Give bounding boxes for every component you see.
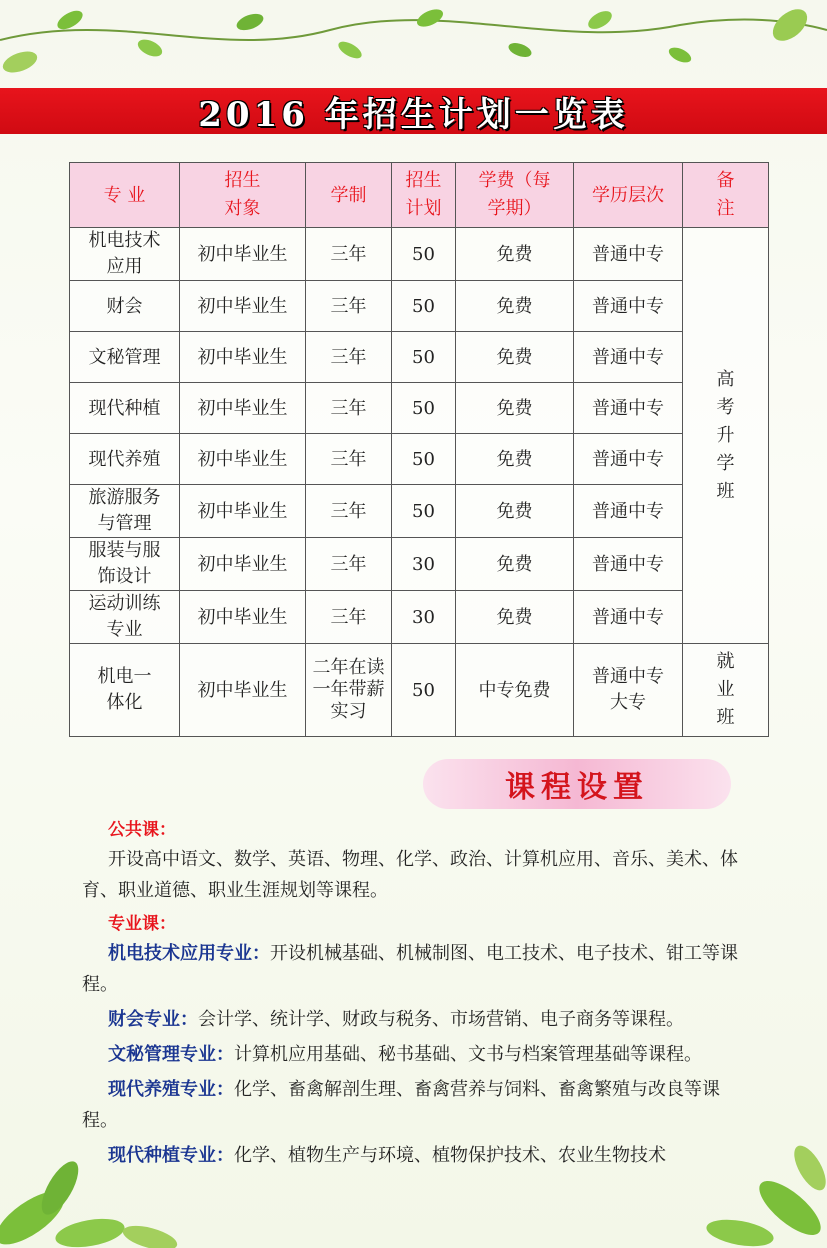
header-duration: 学制 (306, 163, 392, 228)
cell-level: 普通中专 (574, 591, 683, 644)
cell-fee: 免费 (456, 538, 574, 591)
cell-duration: 三年 (306, 434, 392, 485)
public-course-text: 开设高中语文、数学、英语、物理、化学、政治、计算机应用、音乐、美术、体育、职业道德、职业生涯规划等课程。 (82, 849, 738, 901)
cell-plan: 30 (392, 591, 456, 644)
cell-fee: 免费 (456, 228, 574, 281)
course-heading-text: 课程设置 (505, 770, 649, 805)
course-section-heading (423, 759, 731, 809)
course-item-text: 化学、畜禽解剖生理、畜禽营养与饲料、畜禽繁殖与改良等课程。 (82, 1079, 720, 1131)
cell-plan: 50 (392, 434, 456, 485)
cell-plan: 50 (392, 228, 456, 281)
course-item-text: 开设机械基础、机械制图、电工技术、电子技术、钳工等课程。 (82, 943, 738, 995)
cell-target: 初中毕业生 (180, 538, 306, 591)
cell-level: 普通中专 (574, 485, 683, 538)
course-item-label: 现代养殖专业： (108, 1079, 234, 1100)
cell-duration: 三年 (306, 383, 392, 434)
professional-course-label: 专业课： (108, 914, 176, 934)
cell-plan: 50 (392, 332, 456, 383)
header-fee: 学费（每学期） (456, 163, 574, 228)
table-row (70, 485, 769, 538)
course-item-label: 文秘管理专业： (108, 1044, 234, 1065)
cell-level: 普通中专大专 (574, 644, 683, 737)
cell-plan: 50 (392, 485, 456, 538)
cell-fee: 免费 (456, 332, 574, 383)
cell-level: 普通中专 (574, 281, 683, 332)
cell-target: 初中毕业生 (180, 383, 306, 434)
cell-remark-group2: 就业班 (683, 644, 769, 737)
header-remark: 备注 (683, 163, 769, 228)
course-item (82, 938, 752, 1000)
vine-decoration (0, 0, 827, 90)
table-row (70, 383, 769, 434)
cell-major: 机电技术应用 (70, 228, 180, 281)
header-plan: 招生计划 (392, 163, 456, 228)
course-item-label: 机电技术应用专业： (108, 943, 270, 964)
course-item-text: 化学、植物生产与环境、植物保护技术、农业生物技术 (234, 1145, 666, 1166)
cell-fee: 免费 (456, 485, 574, 538)
table-row (70, 434, 769, 485)
cell-major: 现代种植 (70, 383, 180, 434)
cell-level: 普通中专 (574, 538, 683, 591)
cell-fee: 免费 (456, 383, 574, 434)
header-level: 学历层次 (574, 163, 683, 228)
cell-duration: 二年在读一年带薪实习 (306, 644, 392, 737)
cell-target: 初中毕业生 (180, 332, 306, 383)
cell-major: 运动训练专业 (70, 591, 180, 644)
cell-major: 现代养殖 (70, 434, 180, 485)
cell-level: 普通中专 (574, 228, 683, 281)
table-row (70, 538, 769, 591)
table-row (70, 281, 769, 332)
cell-major: 机电一体化 (70, 644, 180, 737)
cell-duration: 三年 (306, 591, 392, 644)
course-item-text: 会计学、统计学、财政与税务、市场营销、电子商务等课程。 (198, 1009, 684, 1030)
cell-remark-group1: 高考升学班 (683, 228, 769, 644)
leaves-decoration (0, 1138, 827, 1248)
cell-fee: 免费 (456, 434, 574, 485)
table-row (70, 332, 769, 383)
cell-target: 初中毕业生 (180, 281, 306, 332)
public-course-label: 公共课： (108, 820, 176, 840)
cell-target: 初中毕业生 (180, 591, 306, 644)
table-row (70, 228, 769, 281)
title-bar (0, 88, 827, 134)
cell-fee: 免费 (456, 591, 574, 644)
cell-major: 财会 (70, 281, 180, 332)
course-item (82, 1004, 752, 1035)
cell-target: 初中毕业生 (180, 228, 306, 281)
cell-fee: 中专免费 (456, 644, 574, 737)
header-target: 招生对象 (180, 163, 306, 228)
course-item-text: 计算机应用基础、秘书基础、文书与档案管理基础等课程。 (234, 1044, 702, 1065)
table-header-row (70, 163, 769, 228)
cell-duration: 三年 (306, 332, 392, 383)
cell-duration: 三年 (306, 281, 392, 332)
course-list (82, 812, 752, 1171)
table-row (70, 591, 769, 644)
cell-target: 初中毕业生 (180, 434, 306, 485)
cell-level: 普通中专 (574, 332, 683, 383)
cell-major: 旅游服务与管理 (70, 485, 180, 538)
cell-major: 服装与服饰设计 (70, 538, 180, 591)
cell-duration: 三年 (306, 485, 392, 538)
cell-target: 初中毕业生 (180, 644, 306, 737)
course-item-label: 现代种植专业： (108, 1145, 234, 1166)
cell-level: 普通中专 (574, 434, 683, 485)
cell-level: 普通中专 (574, 383, 683, 434)
cell-plan: 50 (392, 644, 456, 737)
cell-duration: 三年 (306, 228, 392, 281)
cell-fee: 免费 (456, 281, 574, 332)
enrollment-plan-table (69, 162, 769, 737)
page-title: 2016 年招生计划一览表 (198, 94, 629, 135)
cell-target: 初中毕业生 (180, 485, 306, 538)
course-item-label: 财会专业： (108, 1009, 198, 1030)
cell-plan: 30 (392, 538, 456, 591)
cell-plan: 50 (392, 383, 456, 434)
header-major: 专 业 (70, 163, 180, 228)
cell-plan: 50 (392, 281, 456, 332)
cell-major: 文秘管理 (70, 332, 180, 383)
table-row (70, 644, 769, 737)
course-item (82, 1074, 752, 1136)
cell-duration: 三年 (306, 538, 392, 591)
course-item (82, 1039, 752, 1070)
